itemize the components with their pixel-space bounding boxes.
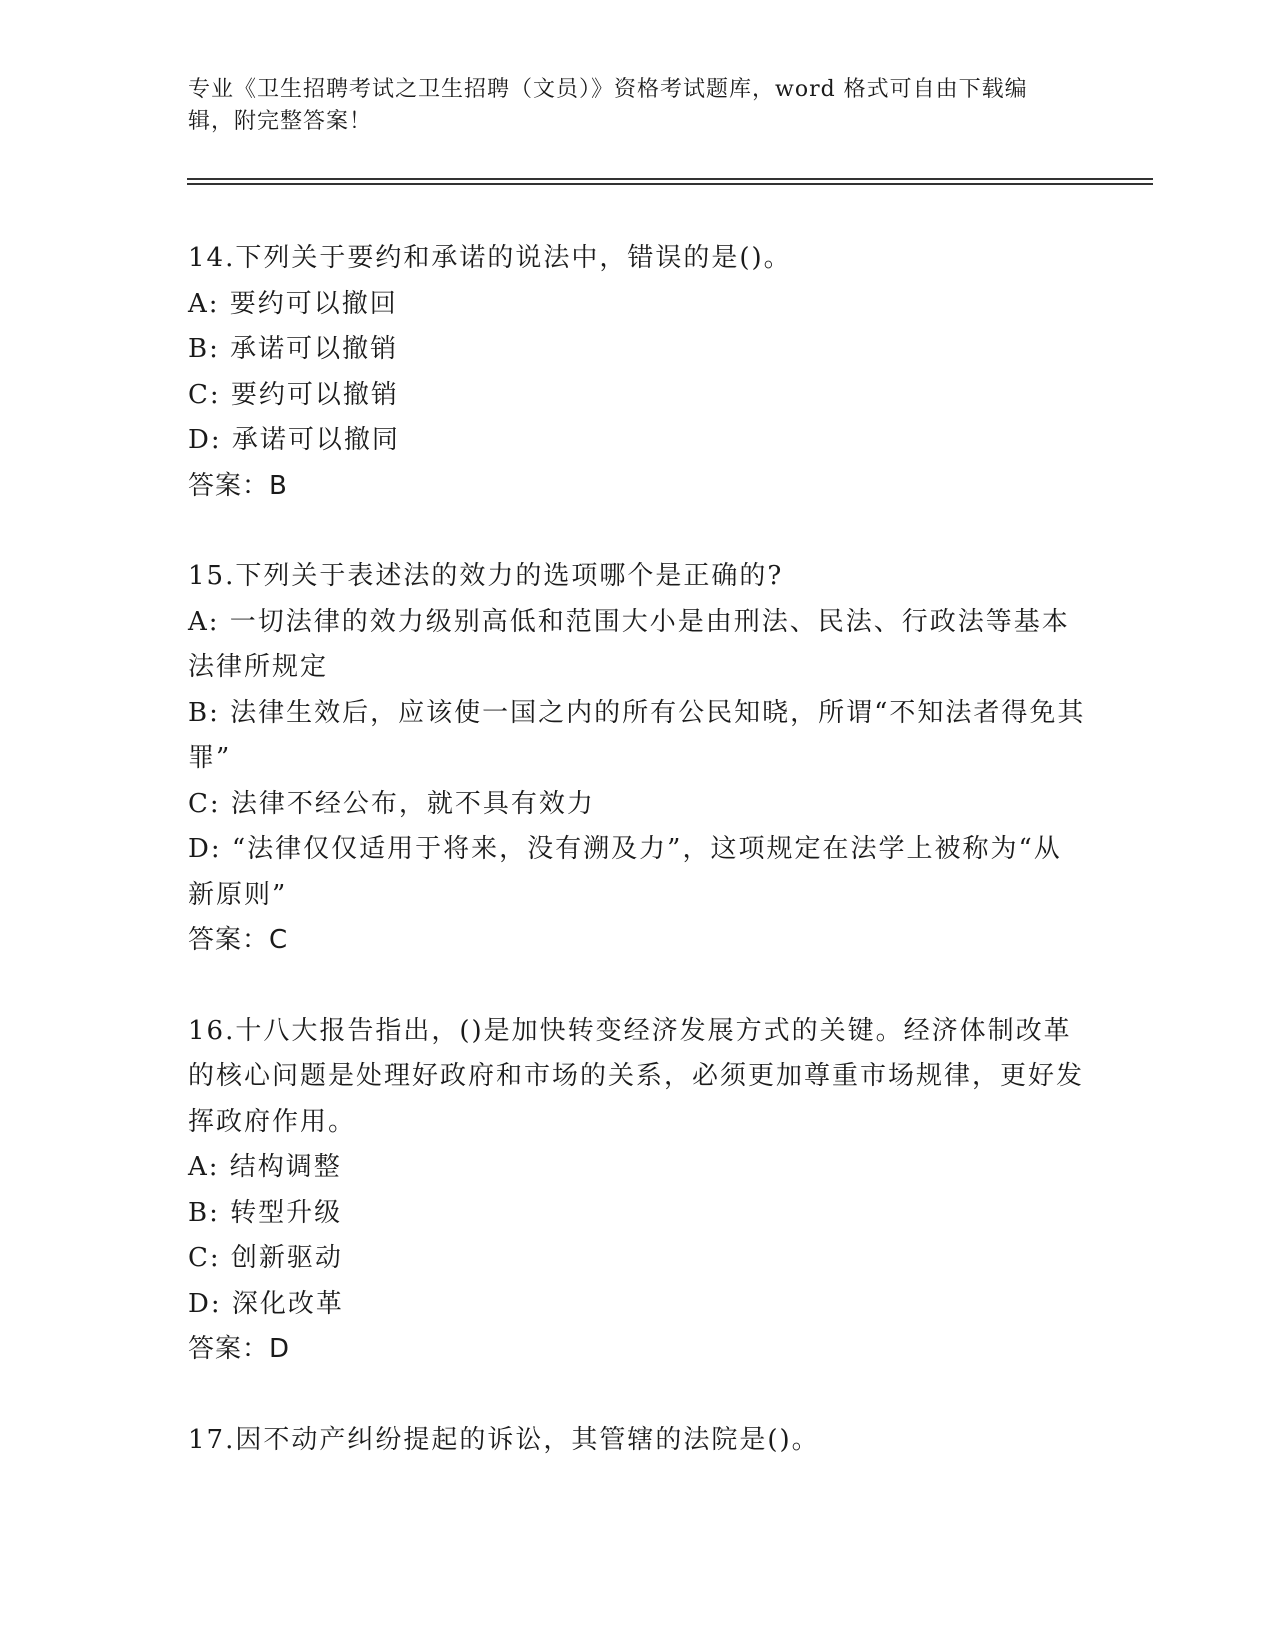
answer-label: 答案：D (188, 1334, 291, 1364)
question-item (188, 1418, 1088, 1464)
header-divider-bottom (187, 183, 1153, 185)
header-divider-top (187, 178, 1153, 180)
document-header-description: 专业《卫生招聘考试之卫生招聘（文员）》资格考试题库，word 格式可自由下载编辑，附完整答案！ (188, 77, 1028, 134)
answer-label: 答案：C (188, 925, 289, 955)
option-d: D: 深化改革 (188, 1288, 344, 1319)
option-c: C: 法律不经公布，就不具有效力 (188, 788, 595, 819)
question-item (188, 1009, 1088, 1373)
option-b: B: 法律生效后，应该使一国之内的所有公民知晓，所谓“不知法者得免其罪” (188, 697, 1086, 773)
question-title: 16.十八大报告指出，()是加快转变经济发展方式的关键。经济体制改革的核心问题是处理好政府和市场的关系，必须更加尊重市场规律，更好发挥政府作用。 (188, 1015, 1085, 1137)
option-a: A: 要约可以撤回 (188, 288, 398, 319)
option-d: D: 承诺可以撤同 (188, 425, 400, 455)
question-list (188, 236, 1088, 1508)
question-title: 15.下列关于表述法的效力的选项哪个是正确的? (188, 561, 784, 591)
answer-label: 答案：B (188, 470, 288, 501)
option-b: B: 承诺可以撤销 (188, 334, 399, 364)
option-a: A: 结构调整 (188, 1152, 342, 1182)
question-item (188, 236, 1088, 509)
option-c: C: 要约可以撤销 (188, 379, 399, 410)
question-title: 14.下列关于要约和承诺的说法中，错误的是()。 (188, 243, 792, 273)
option-d: D: “法律仅仅适用于将来，没有溯及力”，这项规定在法学上被称为“从新原则” (188, 834, 1062, 910)
option-c: C: 创新驱动 (188, 1243, 343, 1273)
option-a: A: 一切法律的效力级别高低和范围大小是由刑法、民法、行政法等基本法律所规定 (188, 606, 1070, 682)
question-title: 17.因不动产纠纷提起的诉讼，其管辖的法院是()。 (188, 1424, 820, 1455)
option-b: B: 转型升级 (188, 1197, 343, 1228)
question-item (188, 554, 1088, 964)
